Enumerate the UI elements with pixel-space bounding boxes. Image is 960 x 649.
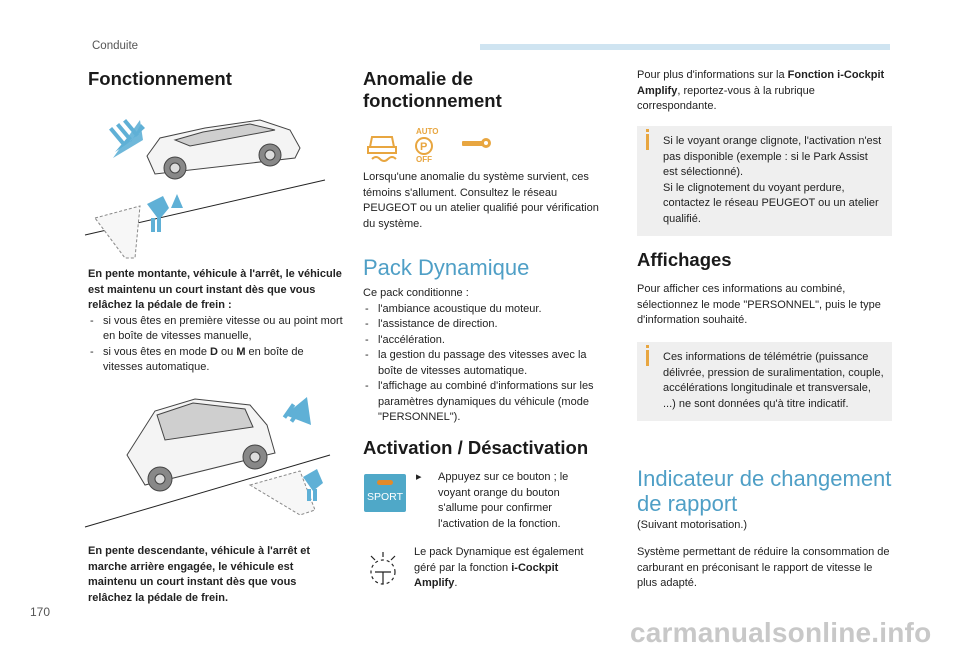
note1-text: Si le voyant orange clignote, l'activation n'est pas disponible (exemple : si le Park Assist est sélectionné). Si le clignotement du voyant perdure, contactez le réseau PEUGEOT ou un atelier qualifié.: [663, 135, 882, 225]
uphill-block: [88, 267, 343, 376]
arrow-up-icon: [109, 119, 145, 158]
arrow-bullet-icon: ▸: [416, 471, 422, 483]
section-header: Conduite: [92, 40, 139, 52]
p-text: P: [420, 141, 428, 153]
cockpit-text-post: .: [454, 577, 458, 589]
auto-text: AUTO: [416, 127, 439, 136]
cockpit-text: [414, 545, 604, 592]
info-icon-dot: [646, 345, 649, 348]
pack-item: - l'ambiance acoustique du moteur.: [363, 302, 611, 318]
anomaly-text: Lorsqu'une anomalie du système survient, ces témoins s'allument. Consultez le réseau PEUGEOT ou un atelier qualifié pour vérification du système.: [363, 171, 599, 230]
pack-item: - l'accélération.: [363, 333, 611, 349]
uphill-item: - si vous êtes en mode D ou M en boîte de vitesses automatique.: [88, 345, 343, 376]
info-pre: Pour plus d'informations sur la: [637, 69, 788, 81]
pedal-icon: [95, 206, 140, 258]
downhill-illustration: [85, 385, 330, 535]
activation-text: Appuyez sur ce bouton ; le voyant orange du bouton s'allume pour confirmer l'activation de la fonction.: [438, 471, 569, 530]
display-title: Affichages: [637, 249, 732, 270]
note-blinking: [637, 126, 892, 236]
auto-p-off-icon: [416, 127, 439, 164]
info-icon: [646, 350, 649, 366]
downhill-caption: En pente descendante, véhicule à l'arrêt et marche arrière engagée, le véhicule est maintenu un court instant dès que vous relâchez la pédale de frein.: [88, 545, 311, 604]
activation-step: [416, 470, 596, 532]
info-icon: [646, 134, 649, 150]
gear-sub: (Suivant motorisation.): [637, 519, 748, 531]
fonctionnement-title: Fonctionnement: [88, 68, 232, 89]
watermark: carmanualsonline.info: [630, 617, 932, 648]
pack-item: - l'affichage au combiné d'informations sur les paramètres dynamiques du véhicule (mode "PERSONNEL").: [363, 379, 611, 426]
off-text: OFF: [416, 155, 432, 164]
warning-lamps: [366, 125, 496, 163]
uphill-caption: En pente montante, véhicule à l'arrêt, le véhicule est maintenu un court instant dès que vous relâchez la pédale de frein :: [88, 268, 342, 311]
hill-assist-warning-icon: [368, 137, 396, 161]
info-text: [637, 68, 892, 115]
pack-block: [363, 286, 611, 426]
arrow-reverse-icon: [283, 397, 311, 425]
wrench-icon: [462, 138, 491, 148]
info-post: , reportez-vous à la rubrique correspondante.: [637, 84, 815, 112]
display-text: Pour afficher ces informations au combiné, sélectionnez le mode "PERSONNEL", puis le type d'information souhaité.: [637, 283, 881, 326]
activation-title: Activation / Désactivation: [363, 437, 589, 458]
car-uphill: [147, 120, 300, 179]
foot-release-icon: [147, 194, 183, 232]
header-bar: [480, 44, 890, 50]
uphill-item: - si vous êtes en première vitesse ou au point mort en boîte de vitesses manuelle,: [88, 314, 343, 345]
cockpit-text-pre: Le pack Dynamique est également géré par la fonction: [414, 546, 584, 574]
info-bold: Fonction i-Cockpit Amplify: [637, 69, 885, 97]
note-telemetry: [637, 342, 892, 421]
pack-item: - l'assistance de direction.: [363, 317, 611, 333]
info-icon-dot: [646, 129, 649, 132]
gear-text: Système permettant de réduire la consommation de carburant en préconisant le rapport de vitesse le plus adapté.: [637, 546, 890, 589]
pack-item: - la gestion du passage des vitesses avec la boîte de vitesses automatique.: [363, 348, 611, 379]
anomaly-title: Anomalie de fonctionnement: [363, 68, 502, 111]
gear-indicator-title: Indicateur de changement de rapport: [637, 466, 892, 516]
sport-led-indicator: [377, 480, 393, 485]
pack-intro: Ce pack conditionne :: [363, 287, 469, 299]
page-number: 170: [30, 605, 51, 619]
sport-button-label: SPORT: [367, 491, 403, 503]
pack-title: Pack Dynamique: [363, 255, 530, 280]
uphill-illustration: [85, 108, 325, 268]
note2-text: Ces informations de télémétrie (puissance délivrée, pression de suralimentation, couple, accélérations longitudinale et transversale, ...) ne sont données qu'à titre indicatif.: [663, 351, 884, 410]
i-cockpit-icon: [366, 550, 400, 590]
sport-button[interactable]: [364, 474, 406, 512]
cockpit-text-bold: i-Cockpit Amplify: [414, 561, 559, 589]
